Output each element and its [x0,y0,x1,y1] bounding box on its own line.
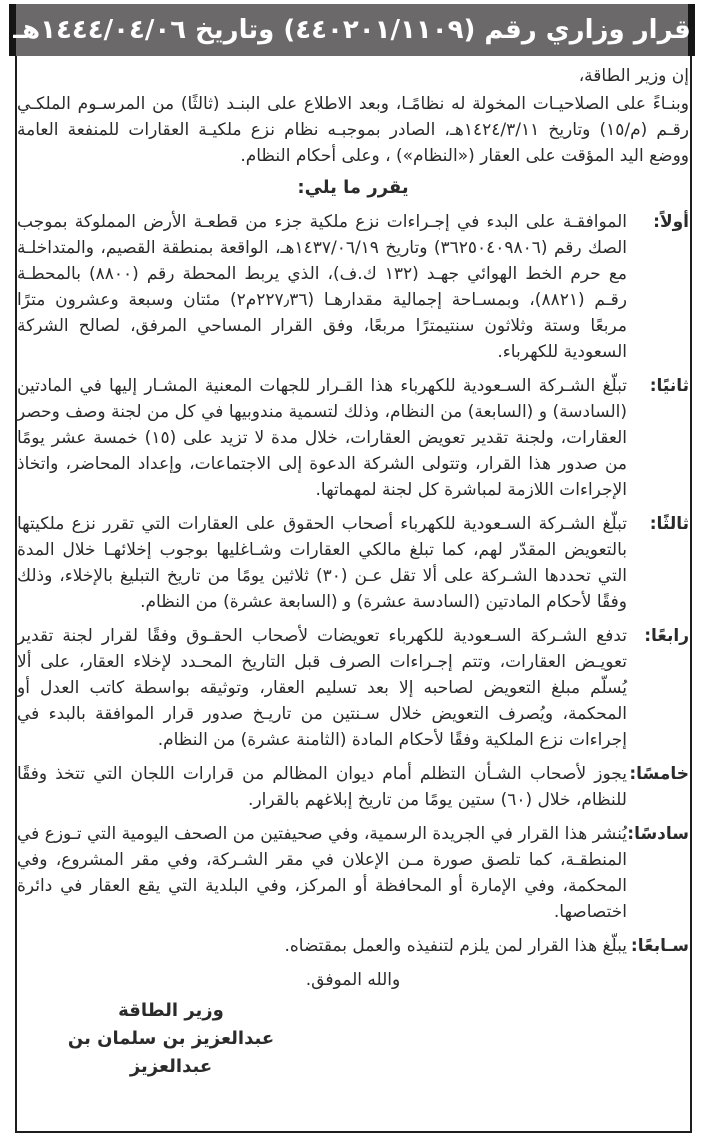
decree-item-text: يبلّغ هذا القرار لمن يلزم لتنفيذه والعمل بمقتضاه. [284,936,627,956]
decree-item-label: ثالثًا: [649,514,689,534]
decree-item [17,761,689,813]
decree-intro: يقرر ما يلي: [297,177,409,198]
decree-item-text: تبلّغ الشـركة السـعودية للكهرباء هذا القـرار للجهات المعنية المشـار إليها في المادتين (السادسة) و (السابعة) من النظام، وذلك لتسمية مندوبيها في كل من لجنة وصف وحصر العقارات، ولجنة تقدير تعويض العقارات، خلال مدة لا تزيد على (١٥) خمسة عشر يومًا من صدور هذا القرار، وتتولى الشركة الدعوة إلى الاجتماعات، وإعداد المحاضر، واتخاذ الإجراءات اللازمة لمباشرة كل لجنة لمهماتها. [17,376,627,500]
signer-name: عبدالعزيز بن سلمان بن عبدالعزيز [67,1028,275,1077]
signature-block [31,997,311,1081]
decree-item [17,933,689,959]
signer-title: وزير الطاقة [118,1000,224,1021]
decree-item-label: خامسًا: [629,764,689,784]
decree-item-label: رابعًا: [644,626,689,646]
decree-item-text: تدفع الشـركة السـعودية للكهرباء تعويضات لأصحاب الحقـوق وفقًا لقرار لجنة تقدير تعويـض العقارات، وتتم إجـراءات الصرف قبل التاريخ المحـدد لإخلاء العقار، على ألا يُسلّم مبلغ التعويض لصاحبه إلا بعد تسليم العقار، وتوثيقه بواسطة كاتب العدل أو المحكمة، ويُصرف التعويض خلال سـنتين من تاريـخ صدور قرار الموافقة بالبدء في إجراءات نزع الملكية وفقًا لأحكام المادة (الثامنة عشرة) من النظام. [17,626,627,750]
decree-item [17,373,689,503]
decree-item-text: يُنشر هذا القرار في الجريدة الرسمية، وفي صحيفتين من الصحف اليومية التي تـوزع في المنطقـة، كما تلصق صورة مـن الإعلان في مقر الشـركة، وفي مقر المشروع، وفي المحكمة، وفي الإمارة أو المحافظة أو المركز، وفي البلدية التي يقع العقار في دائرة اختصاصها. [17,824,627,922]
decree-item [17,623,689,753]
decree-item [17,209,689,365]
preamble-basis: وبنـاءً على الصلاحيـات المخولة له نظامًـا، وبعد الاطلاع على البنـد (ثالثًا) من المرسـوم الملكـي رقـم (م/١٥) وتاريخ ١٤٢٤/٣/١١هـ، الصادر بموجبـه نظام نزع ملكيـة العقارات للمنفعة العامة ووضع اليد المؤقت على العقار («النظام») ، وعلى أحكام النظام. [17,94,689,166]
decree-body [17,63,689,1081]
decree-title: قرار وزاري رقم (٤٤٠٢٠١/١١٠٩) وتاريخ ١٤٤٤/٠٤/٠٦هـ [13,15,691,45]
decree-item-text: الموافقـة على البدء في إجـراءات نزع ملكية جزء من قطعـة الأرض المملوكة بموجب الصك رقم (٣٦٢٥٠٤٠٩٨٠٦) وتاريخ ١٤٣٧/٠٦/١٩هـ، الواقعة بمنطقة القصيم، والمتداخلـة مع حرم الخط الهوائي جهـد (١٣٢ ك.ف)، الذي يربط المحطة رقم (٨٨٠٠) بالمحطـة رقـم (٨٨٢١)، وبمسـاحة إجمالية مقدارهـا (٢٢٧٫٣٦م٢) مئتان وسبعة وعشرون مترًا مربعًا وستة وثلاثون سنتيمترًا مربعًا، وفق القرار المساحي المرفق، لصالح الشركة السعودية للكهرباء. [17,212,628,362]
decree-item-text: يجوز لأصحاب الشـأن التظلم أمام ديوان المظالم من قرارات اللجان التي تتخذ وفقًا للنظام، خلال (٦٠) ستين يومًا من تاريخ إبلاغهم بالقرار. [17,764,627,810]
decree-item [17,511,689,615]
decree-item-label: سادسًا: [627,824,689,844]
decree-item-label: أولاً: [653,212,689,232]
title-banner [9,4,695,56]
decree-item-label: ثانيًا: [649,376,689,396]
closing-blessing: والله الموفق. [305,970,401,990]
preamble-opening: إن وزير الطاقة، [578,66,689,86]
decree-item-label: سـابعًا: [630,936,689,956]
decree-item-text: تبلّغ الشـركة السـعودية للكهرباء أصحاب الحقوق على العقارات التي تقرر نزع ملكيتها بالتعويض المقدّر لهم، كما تبلغ مالكي العقارات وشـاغليها بوجوب إخلائهـا خلال المدة التي تحددها الشـركة على ألا تقل عـن (٣٠) ثلاثين يومًا من تاريخ التبليغ بالإخلاء، وذلك وفقًا لأحكام المادتين (السادسة عشرة) و (السابعة عشرة) من النظام. [17,514,627,612]
decree-item [17,821,689,925]
